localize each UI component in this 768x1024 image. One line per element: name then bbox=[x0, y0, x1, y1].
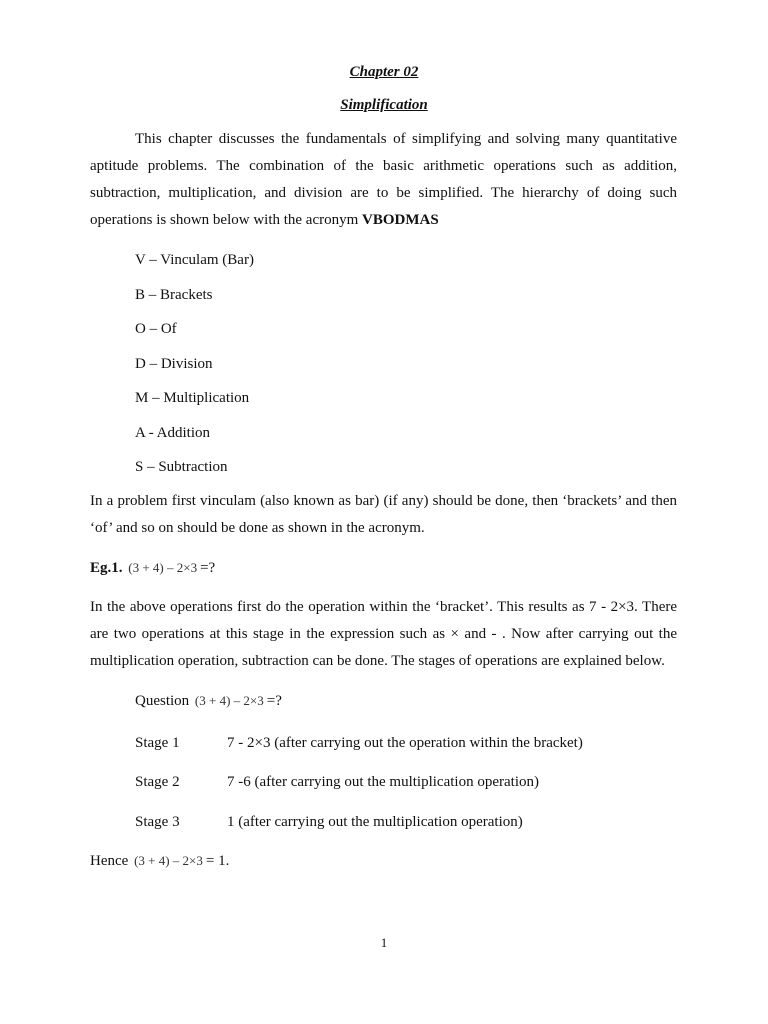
question-expression: (3 + 4) – 2×3 bbox=[194, 693, 264, 708]
acronym-item: D – Division bbox=[135, 355, 213, 372]
intro-text: This chapter discusses the fundamentals of simplifying and solving many quantitative aptitude problems. The combination of the basic arithmetic operations such as addition, subtraction, multiplication, and division are to be simplified. The hierarchy of doing such operations is shown below with the acronym bbox=[90, 131, 677, 228]
acronym-item: B – Brackets bbox=[135, 286, 213, 303]
stage-row bbox=[135, 733, 583, 753]
example-expression: (3 + 4) – 2×3 bbox=[128, 560, 198, 575]
stage-label: Stage 1 bbox=[135, 735, 180, 751]
example-line bbox=[90, 558, 215, 578]
acronym-item: A - Addition bbox=[135, 424, 211, 441]
acronym-item: O – Of bbox=[135, 321, 177, 337]
acronym-item: S – Subtraction bbox=[135, 459, 228, 475]
rule-paragraph: In a problem first vinculam (also known as bar) (if any) should be done, then ‘brackets’ and then ‘of’ and so on should be done as shown in the acronym. bbox=[90, 493, 677, 536]
stage-row bbox=[135, 812, 523, 832]
conclusion-result: = 1. bbox=[205, 853, 230, 869]
question-line bbox=[135, 691, 282, 711]
acronym-item: V – Vinculam (Bar) bbox=[135, 252, 254, 268]
stage-label: Stage 3 bbox=[135, 814, 180, 830]
conclusion-label: Hence bbox=[90, 853, 129, 869]
question-label: Question bbox=[135, 693, 190, 709]
stage-row bbox=[135, 772, 539, 792]
conclusion-line bbox=[90, 851, 229, 871]
example-label: Eg.1. bbox=[90, 560, 123, 576]
chapter-number: Chapter 02 bbox=[349, 64, 419, 80]
question-suffix: =? bbox=[266, 693, 282, 709]
stage-label: Stage 2 bbox=[135, 774, 180, 790]
intro-paragraph bbox=[90, 126, 677, 234]
stage-text: 1 (after carrying out the multiplication operation) bbox=[227, 814, 523, 830]
stage-text: 7 - 2×3 (after carrying out the operation within the bracket) bbox=[227, 735, 583, 751]
stage-text: 7 -6 (after carrying out the multiplication operation) bbox=[227, 774, 539, 790]
conclusion-expression: (3 + 4) – 2×3 bbox=[134, 853, 203, 868]
chapter-title: Simplification bbox=[340, 97, 428, 113]
explanation-paragraph: In the above operations first do the operation within the ‘bracket’. This results as 7 - 2×3. There are two operations at this stage in the expression such as × and - . Now after carrying out the multiplication operation, subtraction can be done. The stages of operations are explained below. bbox=[90, 599, 677, 669]
acronym-term: VBODMAS bbox=[362, 212, 439, 228]
acronym-list bbox=[135, 249, 254, 491]
page-number: 1 bbox=[380, 935, 388, 950]
acronym-item: M – Multiplication bbox=[135, 390, 250, 406]
example-suffix: =? bbox=[200, 560, 216, 576]
